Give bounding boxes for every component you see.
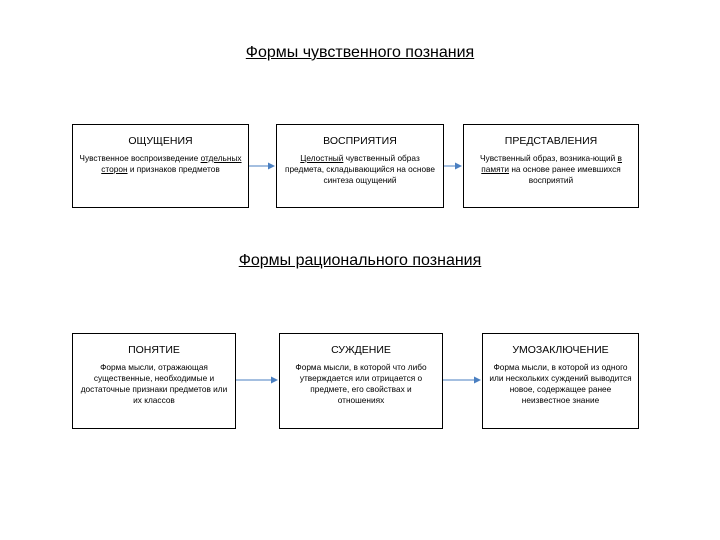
judgment-description: Форма мысли, в которой что либо утверждается или отрицается о предмете, его свойствах и отношениях xyxy=(295,362,427,405)
perceptions-heading: ВОСПРИЯТИЯ xyxy=(323,135,397,147)
concept-description: Форма мысли, отражающая существенные, необходимые и достаточные признаки предметов или их классов xyxy=(80,362,228,405)
sensory-title: Формы чувственного познания xyxy=(245,44,475,61)
perceptions-description: Целостный чувственный образ предмета, складывающийся на основе синтеза ощущений xyxy=(284,153,436,185)
representations-heading: ПРЕДСТАВЛЕНИЯ xyxy=(504,135,598,147)
concept-heading: ПОНЯТИЕ xyxy=(128,344,180,356)
sensations-description: Чувственное воспроизведение отдельных сторон и признаков предметов xyxy=(79,153,242,174)
inference-heading: УМОЗАКЛЮЧЕНИЕ xyxy=(512,344,609,356)
representations-description: Чувственный образ, возника-ющий в памяти на основе ранее имевшихся восприятий xyxy=(480,153,622,185)
inference-description: Форма мысли, в которой из одного или нескольких суждений выводится новое, содержащее ранее неизвестное знание xyxy=(489,362,632,405)
sensations-heading: ОЩУЩЕНИЯ xyxy=(128,135,193,147)
judgment-heading: СУЖДЕНИЕ xyxy=(331,344,391,356)
rational-title: Формы рационального познания xyxy=(238,252,482,269)
